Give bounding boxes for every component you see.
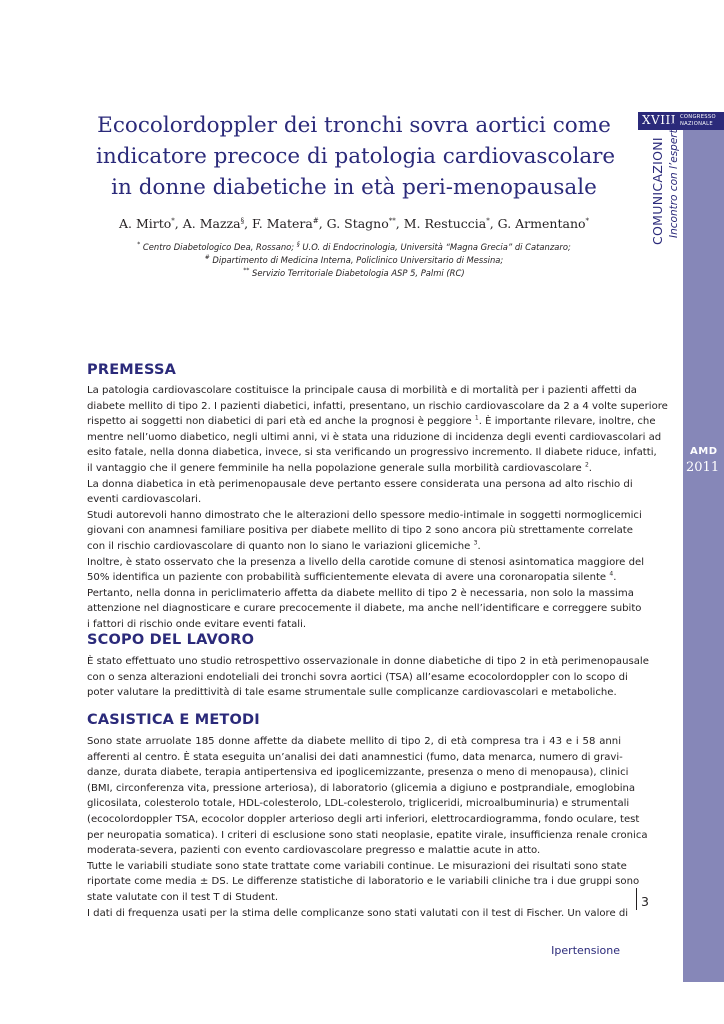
text-line: mentre nell’uomo diabetico, negli ultimi anni, vi è stata una riduzione di incidenza degli eventi cardiovascolari ad [87, 431, 662, 443]
section-heading-premessa: PREMESSA [87, 362, 177, 378]
page-number-rule [636, 888, 637, 910]
text-line: afferenti al centro. È stata eseguita un’analisi dei dati anamnestici (fumo, data menarca, numero di gravi- [87, 751, 623, 763]
reference-mark: 4 [609, 570, 614, 578]
text-line: i fattori di rischio onde evitare eventi fatali. [87, 618, 307, 630]
affiliation-text: U.O. di Endocrinologia, Università “Magna Grecia” di Catanzaro; [299, 241, 571, 252]
text-line: La patologia cardiovascolare costituisce la principale causa di morbilità e di mortalità per i pazienti affetti da [87, 385, 637, 396]
congress-label: CONGRESSO NAZIONALE [680, 114, 716, 127]
author-mark: * [486, 216, 490, 225]
affiliation-mark: # [204, 254, 210, 261]
author-name: G. Stagno [326, 216, 389, 231]
reference-mark: 1 [474, 414, 479, 422]
running-footer: Ipertensione [551, 944, 620, 957]
section-body-premessa [87, 383, 668, 633]
text-line: Inoltre, è stato osservato che la presenza a livello della carotide comune di stenosi asintomatica maggiore del [87, 556, 645, 568]
text-line: eventi cardiovascolari. [87, 494, 202, 506]
text-line: attenzione nel diagnosticare e curare precocemente il diabete, ma anche nell’identificare e correggere subito [87, 603, 642, 615]
section-heading-scopo: SCOPO DEL LAVORO [87, 632, 255, 648]
text-line: (ecocolordoppler TSA, ecocolor doppler arterioso degli arti inferiori, elettrocardiogramma, fondo oculare, test [87, 813, 640, 825]
title-line: in donne diabetiche in età peri-menopausale [111, 175, 597, 200]
text-line: poter valutare la predittività di tale esame strumentale sulle complicanze cardiovascolari e metaboliche. [87, 687, 617, 699]
section-tag-incontro: Incontro con l’esperto [668, 122, 680, 238]
text-line: La donna diabetica in età perimenopausale deve pertanto essere considerata una persona ad alto rischio di [87, 478, 633, 490]
section-body-scopo [87, 654, 649, 701]
page-number: 3 [641, 894, 649, 909]
text-line: (BMI, circonferenza vita, pressione arteriosa), di laboratorio (glicemia a digiuno e postprandiale, emoglobina [87, 782, 636, 794]
affiliation-text: Centro Diabetologico Dea, Rossano; [140, 241, 297, 252]
author-mark: * [585, 216, 590, 225]
text-line: rispetto ai soggetti non diabetici di pari età ed anche la prognosi è peggiore $^1$. È importante rilevare, inoltre, che [87, 414, 656, 428]
text-line: per neuropatia somatica). I criteri di esclusione sono stati neoplasie, epatite virale, insufficienza renale cronica [87, 829, 648, 841]
section-heading-casistica: CASISTICA E METODI [87, 712, 260, 728]
text-line: I dati di frequenza usati per la stima delle complicanze sono stati valutati con il test di Fischer. Un valore di [87, 907, 629, 919]
title-line: indicatore precoce di patologia cardiovascolare [96, 144, 616, 169]
affiliation-line [96, 264, 612, 280]
section-body-casistica [87, 734, 648, 921]
amd-logo: AMD [690, 446, 718, 457]
text-line: 50% identifica un paziente con probabilità sufficientemente elevata di avere una coronaropatia silente $^4$. [87, 570, 617, 584]
text-line: È stato effettuato uno studio retrospettivo osservazionale in donne diabetiche di tipo 2 in età perimenopausale [87, 656, 649, 667]
affiliation-mark: * [137, 241, 141, 248]
edition-year: 2011 [686, 460, 720, 475]
section-tag-comunicazioni: COMUNICAZIONI [650, 137, 665, 245]
text-line: danze, durata diabete, terapia antipertensiva ed ipoglicemizzante, presenza o meno di menopausa), clinici [87, 767, 629, 779]
text-line: Sono state arruolate 185 donne affette da diabete mellito di tipo 2, di età compresa tra i 43 e i 58 anni [87, 736, 621, 747]
congress-number: XVIII [642, 113, 676, 127]
text-line: Tutte le variabili studiate sono state trattate come variabili continue. Le misurazioni dei risultati sono state [87, 860, 627, 872]
author-mark: ** [388, 216, 396, 225]
author-mark: # [312, 216, 319, 225]
text-line: glicosilata, colesterolo totale, HDL-colesterolo, LDL-colesterolo, trigliceridi, microalbuminuria) e strumentali [87, 798, 630, 810]
text-line: con o senza alterazioni endoteliali dei tronchi sovra aortici (TSA) all’esame ecocolordoppler con lo scopo di [87, 671, 628, 683]
author-mark: § [240, 216, 245, 225]
text-line: esito fatale, nella donna diabetica, invece, si sta verificando un progressivo incremento. Il diabete riduce, infatti, [87, 447, 657, 459]
text-line: state valutate con il test T di Student. [87, 891, 279, 903]
text-line: giovani con anamnesi familiare positiva per diabete mellito di tipo 2 sono ancora più strettamente correlate [87, 525, 633, 537]
author-mark: * [171, 216, 175, 225]
affiliation-mark: § [296, 241, 300, 248]
reference-mark: 2 [584, 461, 589, 469]
text-line: riportate come media ± DS. Le differenze statistiche di laboratorio e le variabili cliniche tra i due gruppi sono [87, 876, 640, 888]
affiliation-text: Servizio Territoriale Diabetologia ASP 5, Palmi (RC) [249, 267, 465, 278]
author-name: F. Matera [252, 216, 313, 231]
congress-badge [638, 112, 724, 130]
author-name: M. Restuccia [403, 216, 487, 231]
text-line: con il rischio cardiovascolare di quanto non lo siano le variazioni glicemiche $^3$. [87, 539, 481, 552]
text-line: Studi autorevoli hanno dimostrato che le alterazioni dello spessore medio-intimale in soggetti normoglicemici [87, 509, 642, 521]
reference-mark: 3 [473, 539, 478, 547]
affiliation-mark: ** [243, 267, 250, 274]
sidebar-band [683, 112, 724, 982]
article-title [96, 110, 616, 203]
author-name: A. Mazza [182, 216, 241, 231]
affiliation-text: Dipartimento di Medicina Interna, Policlinico Universitario di Messina; [209, 254, 504, 265]
text-line: moderata-severa, pazienti con evento cardiovascolare pregresso e malattie acute in atto. [87, 845, 541, 857]
title-line: Ecocolordoppler dei tronchi sovra aortici come [97, 113, 611, 138]
text-line: Pertanto, nella donna in periclimaterio affetta da diabete mellito di tipo 2 è necessaria, non solo la massima [87, 587, 634, 599]
author-name: G. Armentano [497, 216, 586, 231]
text-line: il vantaggio che il genere femminile ha nella popolazione generale sulla morbilità cardiovascolare $^2$. [87, 461, 592, 474]
text-line: diabete mellito di tipo 2. I pazienti diabetici, infatti, presentano, un rischio cardiovascolare da 2 a 4 volte superiore [87, 400, 668, 412]
author-list: A. Mirto*, A. Mazza§, F. Matera#, G. Stagno**, M. Restuccia*, G. Armentano* [118, 216, 590, 231]
author-name: A. Mirto [118, 216, 172, 231]
